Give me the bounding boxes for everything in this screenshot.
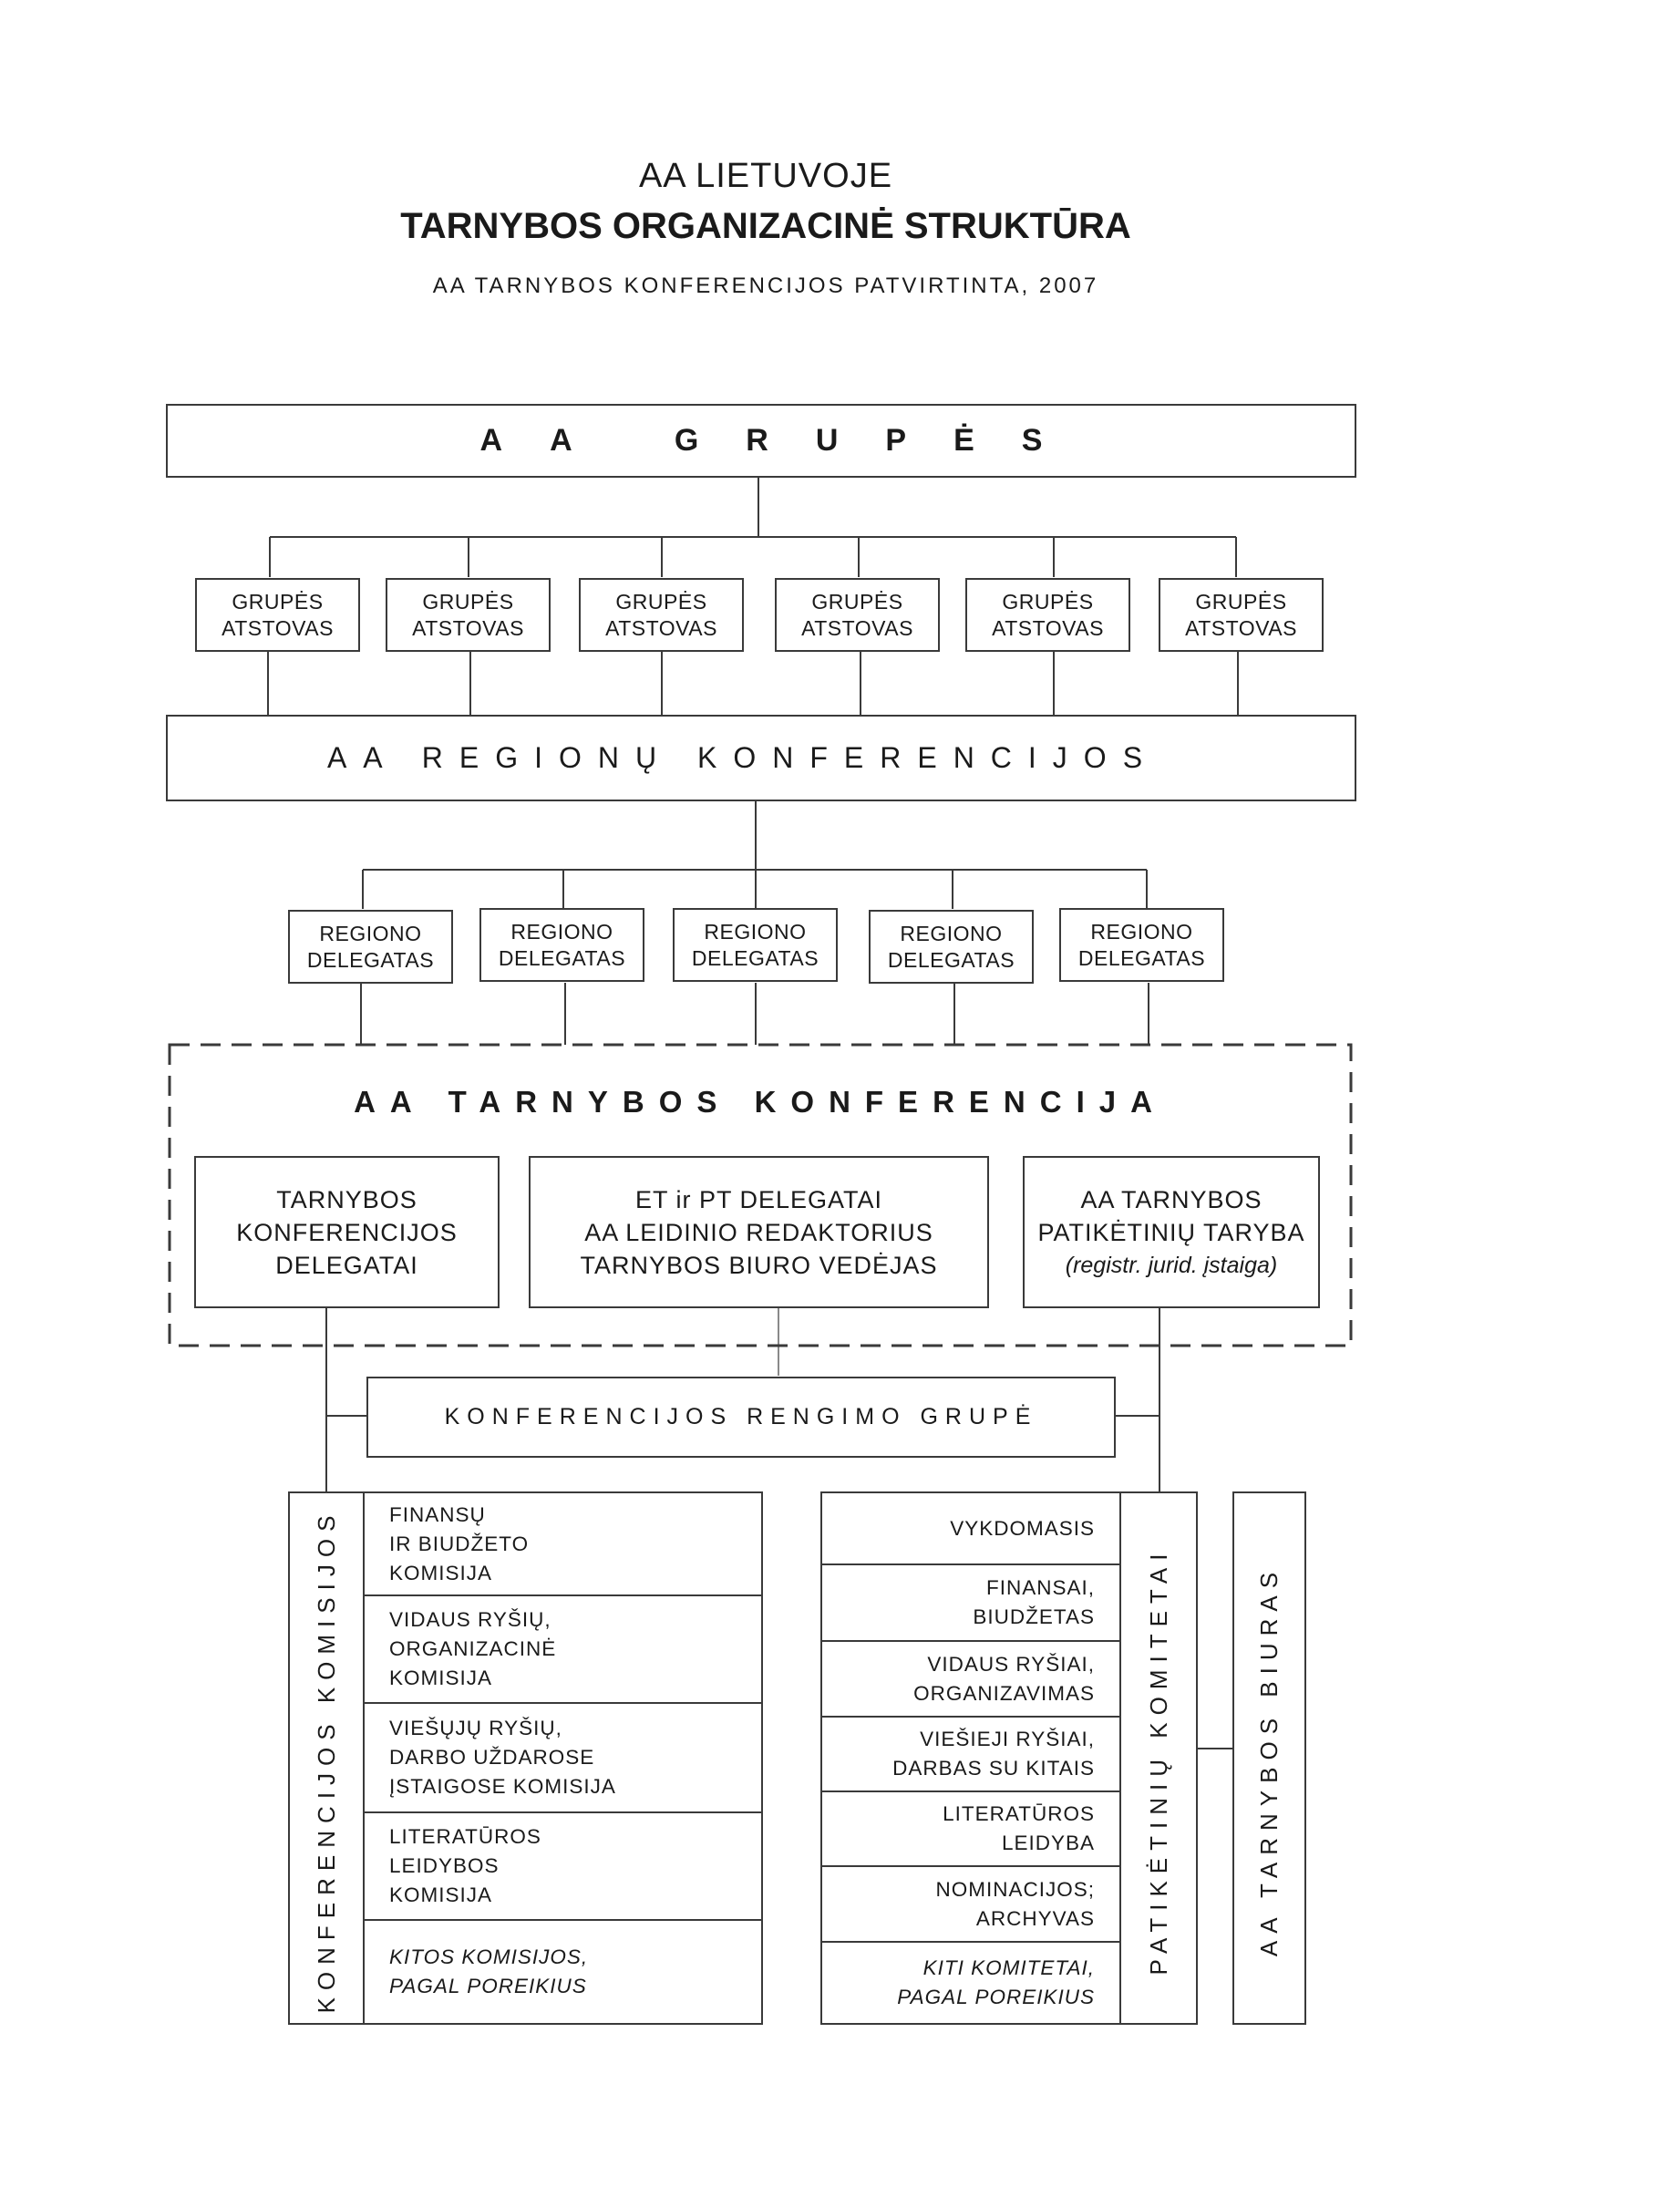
group-rep-box: GRUPĖS ATSTOVAS [579, 578, 744, 652]
list-item: LITERATŪROS LEIDYBA [822, 1792, 1119, 1867]
region-delegate-box: REGIONO DELEGATAS [869, 910, 1034, 984]
list-item: VIDAUS RYŠIAI, ORGANIZAVIMAS [822, 1642, 1119, 1718]
conference-committees-list [363, 1491, 763, 2025]
group-rep-box: GRUPĖS ATSTOVAS [775, 578, 940, 652]
trustee-board-label: AA TARNYBOS PATIKĖTINIŲ TARYBA [1037, 1185, 1305, 1246]
conference-committees-label: KONFERENCIJOS KOMISIJOS [313, 1508, 340, 2014]
list-item: FINANSŲ IR BIUDŽETO KOMISIJA [365, 1493, 761, 1596]
header-line-1: AA LIETUVOJE [638, 157, 893, 195]
conference-committees-side [288, 1491, 365, 2025]
trustee-board-note: (registr. jurid. įstaiga) [1065, 1252, 1278, 1278]
region-delegate-box: REGIONO DELEGATAS [1059, 908, 1224, 982]
trustee-committees-side [1119, 1491, 1198, 2025]
region-delegate-box: REGIONO DELEGATAS [673, 908, 838, 982]
aa-groups-box [166, 404, 1356, 478]
page-title: TARNYBOS ORGANIZACINĖ STRUKTŪRA [400, 206, 1131, 246]
aa-groups-label: AA GRUPĖS [479, 423, 1090, 458]
group-rep-box: GRUPĖS ATSTOVAS [386, 578, 551, 652]
group-rep-box: GRUPĖS ATSTOVAS [1159, 578, 1324, 652]
region-delegate-box: REGIONO DELEGATAS [288, 910, 453, 984]
service-conference-label: AA TARNYBOS KONFERENCIJA [354, 1085, 1167, 1119]
list-item-other: KITOS KOMISIJOS, PAGAL POREIKIUS [389, 1945, 589, 1997]
service-office-box [1232, 1491, 1306, 2025]
list-item: VIDAUS RYŠIŲ, ORGANIZACINĖ KOMISIJA [365, 1596, 761, 1704]
list-item: FINANSAI, BIUDŽETAS [822, 1565, 1119, 1642]
list-item: VIEŠŲJŲ RYŠIŲ, DARBO UŽDAROSE ĮSTAIGOSE KOMISIJA [365, 1704, 761, 1813]
list-item-other: KITI KOMITETAI, PAGAL POREIKIUS [897, 1956, 1095, 2008]
list-item: LITERATŪROS LEIDYBOS KOMISIJA [365, 1813, 761, 1921]
staff-delegates-box: ET ir PT DELEGATAI AA LEIDINIO REDAKTORIUS TARNYBOS BIURO VEDĖJAS [529, 1156, 989, 1308]
header-subtitle: AA TARNYBOS KONFERENCIJOS PATVIRTINTA, 2007 [432, 273, 1099, 298]
prep-group-box [366, 1377, 1116, 1458]
list-item: VIEŠIEJI RYŠIAI, DARBAS SU KITAIS [822, 1718, 1119, 1792]
group-rep-box: GRUPĖS ATSTOVAS [965, 578, 1130, 652]
list-item: VYKDOMASIS [822, 1493, 1119, 1565]
service-office-label: AA TARNYBOS BIURAS [1255, 1564, 1283, 1957]
list-item: NOMINACIJOS; ARCHYVAS [822, 1867, 1119, 1943]
regional-conferences-label: AA REGIONŲ KONFERENCIJOS [326, 741, 1160, 774]
group-rep-box: GRUPĖS ATSTOVAS [195, 578, 360, 652]
regional-conferences-box [166, 715, 1356, 801]
conference-delegates-box: TARNYBOS KONFERENCIJOS DELEGATAI [194, 1156, 500, 1308]
prep-group-label: KONFERENCIJOS RENGIMO GRUPĖ [444, 1404, 1038, 1429]
trustee-committees-label: PATIKĖTINIŲ KOMITETAI [1145, 1546, 1172, 1976]
region-delegate-box: REGIONO DELEGATAS [479, 908, 644, 982]
trustee-committees-list [820, 1491, 1121, 2025]
trustee-board-box [1023, 1156, 1320, 1308]
